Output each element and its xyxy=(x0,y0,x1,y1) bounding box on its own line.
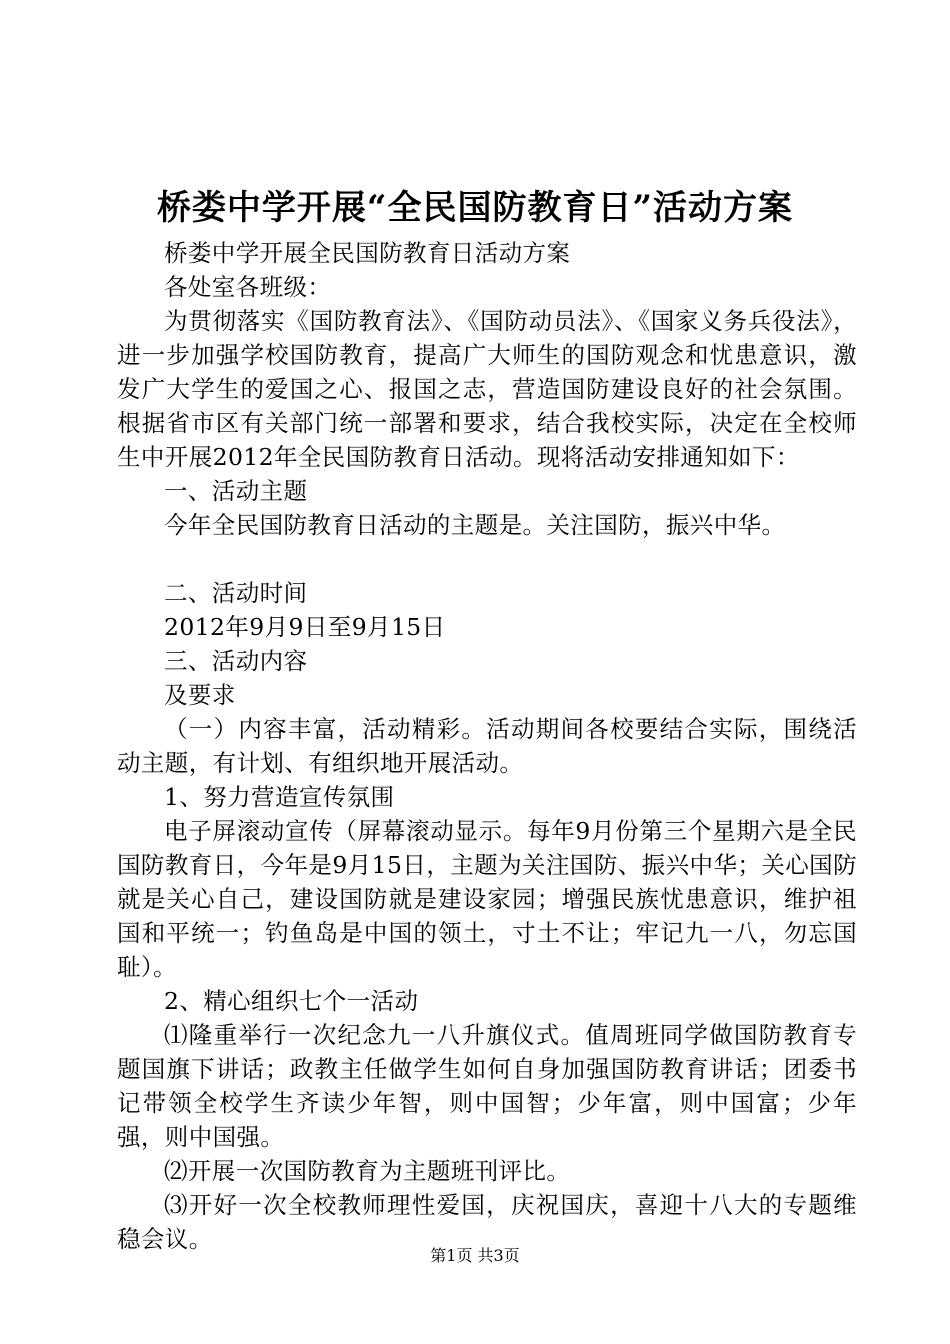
blank-line xyxy=(117,542,857,576)
addressee-paragraph: 各处室各班级： xyxy=(164,273,332,301)
page-footer: 第1页 共3页 xyxy=(430,1246,520,1265)
section-heading-theme: 一、活动主题 xyxy=(164,477,308,505)
activity-paragraph-2: ⑵开展一次国防教育为主题班刊评比。 xyxy=(164,1157,571,1185)
activity-paragraph-1: ⑴隆重举行一次纪念九一八升旗仪式。值周班同学做国防教育专题国旗下讲话；政教主任做学生如何自身加强国防教育讲话；团委书记带领全校学生齐读少年智，则中国智；少年富，则中国富；少年强，则中国强。 xyxy=(117,1021,857,1151)
content-paragraph: （一）内容丰富，活动精彩。活动期间各校要结合实际，围绕活动主题，有计划、有组织地开展活动。 xyxy=(117,715,857,777)
subtitle-paragraph: 桥娄中学开展全民国防教育日活动方案 xyxy=(164,239,571,267)
activity-paragraph-3: ⑶开好一次全校教师理性爱国，庆祝国庆，喜迎十八大的专题维稳会议。 xyxy=(117,1191,857,1253)
publicity-paragraph: 电子屏滚动宣传（屏幕滚动显示。每年9月份第三个星期六是全民国防教育日，今年是9月15日，主题为关注国防、振兴中华；关心国防就是关心自己，建设国防就是建设家园；增强民族忧患意识，维护祖国和平统一；钓鱼岛是中国的领土，寸土不让；牢记九一八，勿忘国耻）。 xyxy=(117,817,857,981)
document-body xyxy=(117,236,857,1256)
theme-paragraph: 今年全民国防教育日活动的主题是。关注国防，振兴中华。 xyxy=(164,511,786,539)
item-heading-publicity: 1、努力营造宣传氛围 xyxy=(164,783,395,811)
item-heading-activities: 2、精心组织七个一活动 xyxy=(164,987,419,1015)
time-paragraph: 2012年9月9日至9月15日 xyxy=(164,613,446,641)
document-title: 桥娄中学开展“全民国防教育日”活动方案 xyxy=(156,188,794,228)
section-heading-requirements: 及要求 xyxy=(164,681,236,709)
intro-paragraph: 为贯彻落实《国防教育法》、《国防动员法》、《国家义务兵役法》，进一步加强学校国防教育，提高广大师生的国防观念和忧患意识，激发广大学生的爱国之心、报国之志，营造国防建设良好的社会氛围。根据省市区有关部门统一部署和要求，结合我校实际，决定在全校师生中开展2012年全民国防教育日活动。现将活动安排通知如下： xyxy=(117,307,857,471)
section-heading-time: 二、活动时间 xyxy=(164,579,308,607)
section-heading-content: 三、活动内容 xyxy=(164,647,308,675)
